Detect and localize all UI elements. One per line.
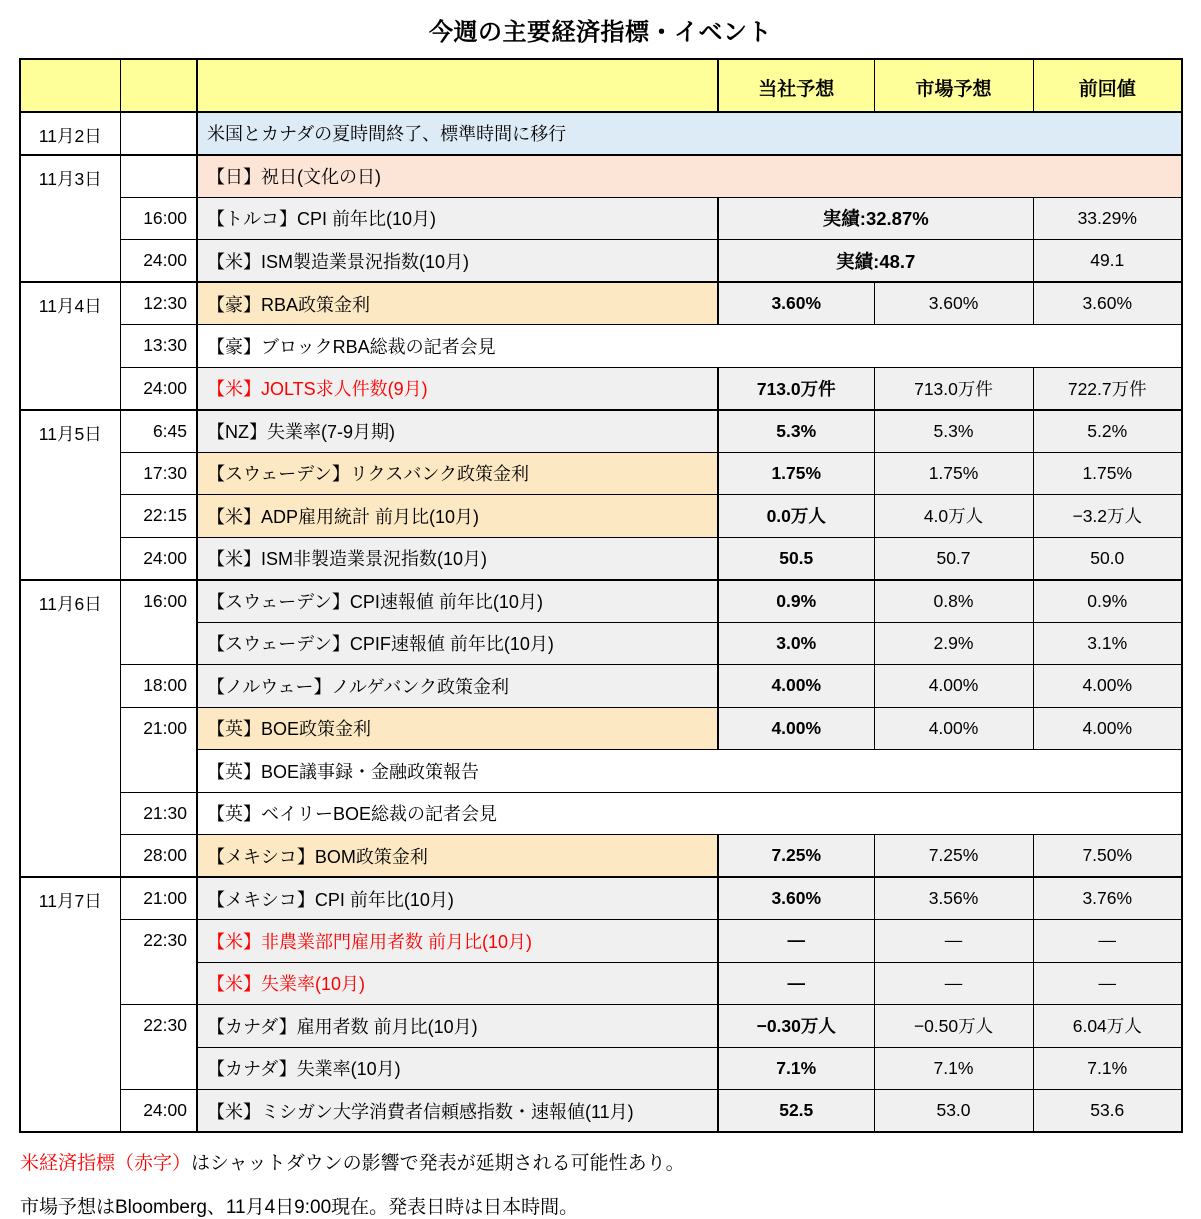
header-date-cell xyxy=(20,59,120,112)
previous-value-cell: 53.6 xyxy=(1033,1090,1182,1133)
previous-value-cell: −3.2万人 xyxy=(1033,495,1182,538)
event-cell: 【米】失業率(10月) xyxy=(197,962,718,1005)
table-row xyxy=(20,835,1182,878)
table-row xyxy=(20,1005,1182,1048)
event-cell: 【米】ISM製造業景況指数(10月) xyxy=(197,240,718,283)
previous-value-cell: ― xyxy=(1033,962,1182,1005)
market-forecast-cell: ― xyxy=(874,920,1033,963)
company-forecast-cell: 4.00% xyxy=(718,707,874,750)
previous-value-cell: ― xyxy=(1033,920,1182,963)
date-cell: 11月3日 xyxy=(20,155,120,283)
table-row xyxy=(20,240,1182,283)
table-row xyxy=(20,877,1182,920)
event-cell: 【カナダ】雇用者数 前月比(10月) xyxy=(197,1005,718,1048)
time-cell: 13:30 xyxy=(120,325,197,368)
event-cell: 【カナダ】失業率(10月) xyxy=(197,1047,718,1090)
economic-calendar-page xyxy=(0,12,1201,1219)
time-cell: 18:00 xyxy=(120,665,197,708)
time-cell: 28:00 xyxy=(120,835,197,878)
previous-value-cell: 50.0 xyxy=(1033,537,1182,580)
page-title: 今週の主要経済指標・イベント xyxy=(429,19,772,46)
header-event-cell xyxy=(197,59,718,112)
company-forecast-cell: 7.25% xyxy=(718,835,874,878)
previous-value-cell: 4.00% xyxy=(1033,707,1182,750)
time-cell: 24:00 xyxy=(120,240,197,283)
company-forecast-cell: 3.60% xyxy=(718,282,874,325)
company-forecast-cell: 0.0万人 xyxy=(718,495,874,538)
footnote-black-part: はシャットダウンの影響で発表が延期される可能性あり。 xyxy=(191,1153,685,1174)
date-cell: 11月6日 xyxy=(20,580,120,878)
table-row xyxy=(20,495,1182,538)
event-cell: 【米】ISM非製造業景況指数(10月) xyxy=(197,537,718,580)
event-cell: 【メキシコ】CPI 前年比(10月) xyxy=(197,877,718,920)
previous-value-cell: 49.1 xyxy=(1033,240,1182,283)
actual-result-cell: 実績:32.87% xyxy=(718,197,1033,240)
date-cell: 11月2日 xyxy=(20,112,120,155)
event-cell: 【メキシコ】BOM政策金利 xyxy=(197,835,718,878)
previous-value-cell: 722.7万件 xyxy=(1033,367,1182,410)
previous-value-cell: 6.04万人 xyxy=(1033,1005,1182,1048)
event-cell: 【スウェーデン】CPI速報値 前年比(10月) xyxy=(197,580,718,623)
event-cell: 【豪】RBA政策金利 xyxy=(197,282,718,325)
time-cell: 22:15 xyxy=(120,495,197,538)
table-row xyxy=(20,325,1182,368)
market-forecast-cell: 1.75% xyxy=(874,452,1033,495)
footnote-shutdown xyxy=(20,1148,1201,1175)
time-cell xyxy=(120,155,197,198)
time-cell: 21:00 xyxy=(120,707,197,792)
time-cell: 22:30 xyxy=(120,1005,197,1090)
market-forecast-cell: 4.00% xyxy=(874,665,1033,708)
time-cell: 16:00 xyxy=(120,197,197,240)
event-cell: 【米】ミシガン大学消費者信頼感指数・速報値(11月) xyxy=(197,1090,718,1133)
time-cell: 24:00 xyxy=(120,1090,197,1133)
time-cell xyxy=(120,112,197,155)
event-cell: 【米】ADP雇用統計 前月比(10月) xyxy=(197,495,718,538)
header-previous-value: 前回値 xyxy=(1033,59,1182,112)
header-company-forecast: 当社予想 xyxy=(718,59,874,112)
company-forecast-cell: 3.0% xyxy=(718,622,874,665)
table-row xyxy=(20,1090,1182,1133)
previous-value-cell: 0.9% xyxy=(1033,580,1182,623)
market-forecast-cell: −0.50万人 xyxy=(874,1005,1033,1048)
time-cell: 17:30 xyxy=(120,452,197,495)
time-cell: 16:00 xyxy=(120,580,197,665)
previous-value-cell: 3.60% xyxy=(1033,282,1182,325)
market-forecast-cell: 3.60% xyxy=(874,282,1033,325)
previous-value-cell: 7.1% xyxy=(1033,1047,1182,1090)
company-forecast-cell: 4.00% xyxy=(718,665,874,708)
actual-result-cell: 実績:48.7 xyxy=(718,240,1033,283)
company-forecast-cell: ― xyxy=(718,962,874,1005)
event-cell: 【スウェーデン】リクスバンク政策金利 xyxy=(197,452,718,495)
market-forecast-cell: 4.0万人 xyxy=(874,495,1033,538)
previous-value-cell: 3.1% xyxy=(1033,622,1182,665)
header-time-cell xyxy=(120,59,197,112)
time-cell: 21:00 xyxy=(120,877,197,920)
company-forecast-cell: 1.75% xyxy=(718,452,874,495)
market-forecast-cell: 50.7 xyxy=(874,537,1033,580)
time-cell: 22:30 xyxy=(120,920,197,1005)
company-forecast-cell: −0.30万人 xyxy=(718,1005,874,1048)
date-cell: 11月5日 xyxy=(20,410,120,580)
table-row xyxy=(20,580,1182,623)
market-forecast-cell: 7.25% xyxy=(874,835,1033,878)
table-row xyxy=(20,452,1182,495)
company-forecast-cell: ― xyxy=(718,920,874,963)
event-cell: 米国とカナダの夏時間終了、標準時間に移行 xyxy=(197,112,1182,155)
previous-value-cell: 1.75% xyxy=(1033,452,1182,495)
event-cell: 【スウェーデン】CPIF速報値 前年比(10月) xyxy=(197,622,718,665)
market-forecast-cell: 0.8% xyxy=(874,580,1033,623)
date-cell: 11月7日 xyxy=(20,877,120,1132)
table-row xyxy=(20,410,1182,453)
event-cell: 【ノルウェー】ノルゲバンク政策金利 xyxy=(197,665,718,708)
table-row xyxy=(20,155,1182,198)
time-cell: 21:30 xyxy=(120,792,197,835)
economic-calendar-table xyxy=(19,58,1183,1133)
event-cell: 【米】JOLTS求人件数(9月) xyxy=(197,367,718,410)
event-cell: 【NZ】失業率(7-9月期) xyxy=(197,410,718,453)
table-row xyxy=(20,367,1182,410)
event-cell: 【米】非農業部門雇用者数 前月比(10月) xyxy=(197,920,718,963)
table-row xyxy=(20,112,1182,155)
company-forecast-cell: 0.9% xyxy=(718,580,874,623)
time-cell: 12:30 xyxy=(120,282,197,325)
time-cell: 24:00 xyxy=(120,537,197,580)
previous-value-cell: 33.29% xyxy=(1033,197,1182,240)
time-cell: 24:00 xyxy=(120,367,197,410)
event-cell: 【トルコ】CPI 前年比(10月) xyxy=(197,197,718,240)
event-cell: 【英】BOE政策金利 xyxy=(197,707,718,750)
time-cell: 6:45 xyxy=(120,410,197,453)
table-row xyxy=(20,792,1182,835)
header-row xyxy=(20,59,1182,112)
footnote-source: 市場予想はBloomberg、11月4日9:00現在。発表日時は日本時間。 xyxy=(20,1197,579,1218)
previous-value-cell: 5.2% xyxy=(1033,410,1182,453)
market-forecast-cell: 3.56% xyxy=(874,877,1033,920)
table-row xyxy=(20,197,1182,240)
header-market-forecast: 市場予想 xyxy=(874,59,1033,112)
previous-value-cell: 4.00% xyxy=(1033,665,1182,708)
market-forecast-cell: 7.1% xyxy=(874,1047,1033,1090)
market-forecast-cell: 713.0万件 xyxy=(874,367,1033,410)
event-cell: 【英】BOE議事録・金融政策報告 xyxy=(197,750,1182,793)
table-row xyxy=(20,282,1182,325)
market-forecast-cell: ― xyxy=(874,962,1033,1005)
table-row xyxy=(20,707,1182,750)
market-forecast-cell: 53.0 xyxy=(874,1090,1033,1133)
company-forecast-cell: 52.5 xyxy=(718,1090,874,1133)
table-row xyxy=(20,537,1182,580)
market-forecast-cell: 4.00% xyxy=(874,707,1033,750)
previous-value-cell: 3.76% xyxy=(1033,877,1182,920)
event-cell: 【英】ベイリーBOE総裁の記者会見 xyxy=(197,792,1182,835)
company-forecast-cell: 5.3% xyxy=(718,410,874,453)
table-row xyxy=(20,920,1182,963)
event-cell: 【日】祝日(文化の日) xyxy=(197,155,1182,198)
date-cell: 11月4日 xyxy=(20,282,120,410)
market-forecast-cell: 5.3% xyxy=(874,410,1033,453)
company-forecast-cell: 713.0万件 xyxy=(718,367,874,410)
company-forecast-cell: 7.1% xyxy=(718,1047,874,1090)
event-cell: 【豪】ブロックRBA総裁の記者会見 xyxy=(197,325,1182,368)
previous-value-cell: 7.50% xyxy=(1033,835,1182,878)
company-forecast-cell: 3.60% xyxy=(718,877,874,920)
footnote-red-part: 米経済指標（赤字） xyxy=(20,1153,192,1174)
market-forecast-cell: 2.9% xyxy=(874,622,1033,665)
company-forecast-cell: 50.5 xyxy=(718,537,874,580)
table-row xyxy=(20,665,1182,708)
